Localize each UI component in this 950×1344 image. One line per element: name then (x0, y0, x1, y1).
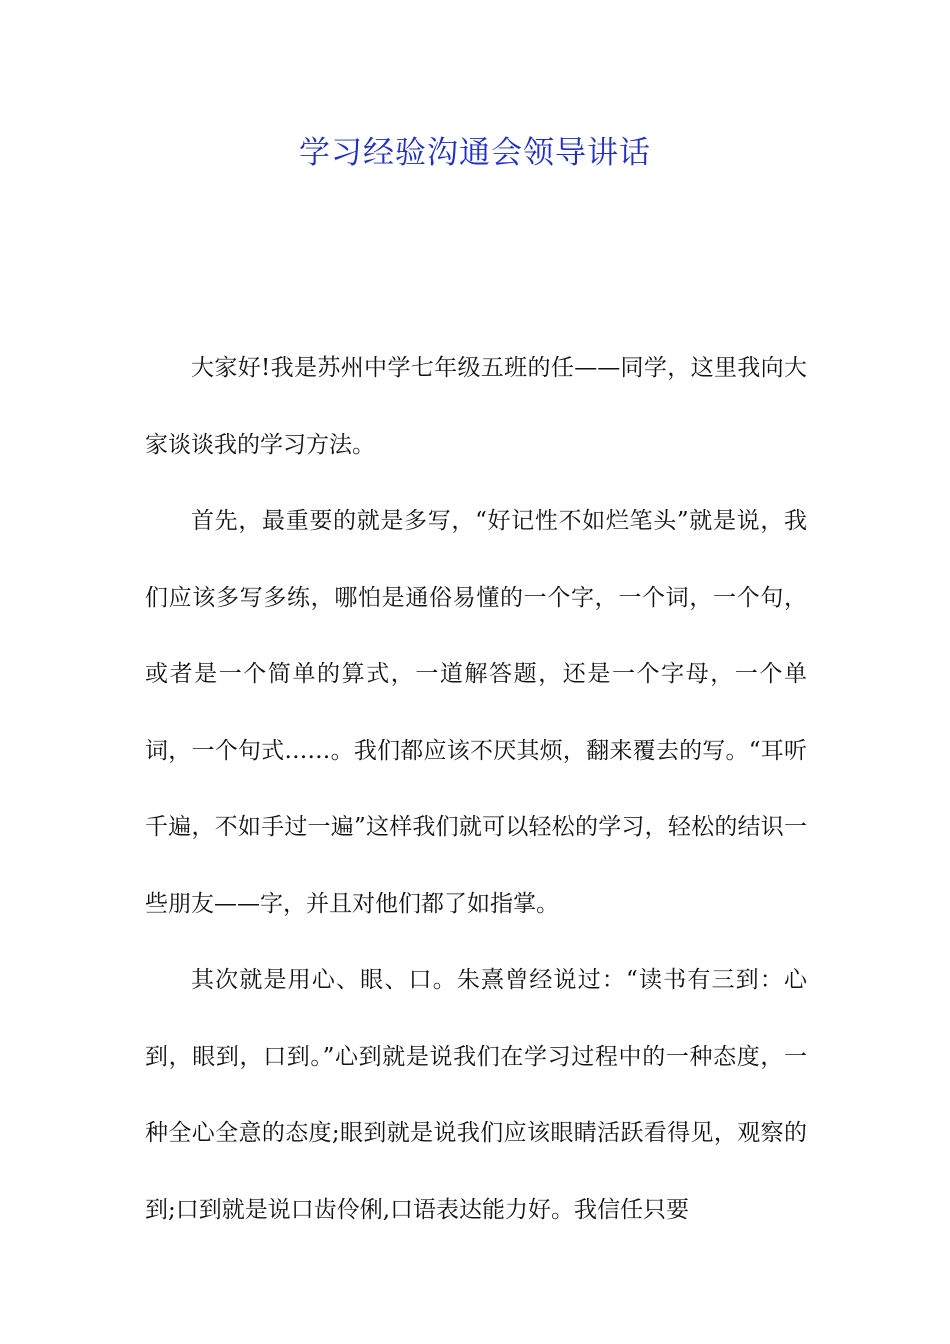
document-title: 学习经验沟通会领导讲话 (299, 135, 651, 171)
document-body (145, 330, 807, 1248)
paragraph-greeting: 大家好!我是苏州中学七年级五班的任——同学，这里我向大家谈谈我的学习方法。 (145, 355, 807, 458)
paragraph-first-method: 首先，最重要的就是多写，“好记性不如烂笔头”就是说，我们应该多写多练，哪怕是通俗易懂的一个字，一个词，一个句，或者是一个简单的算式，一道解答题，还是一个字母，一个单词，一个句式……。我们都应该不厌其烦，翻来覆去的写。“耳听千遍，不如手过一遍”这样我们就可以轻松的学习，轻松的结识一些朋友——字，并且对他们都了如指掌。 (145, 508, 807, 917)
paragraph-second-method: 其次就是用心、眼、口。朱熹曾经说过：“读书有三到：心到，眼到，口到。”心到就是说我们在学习过程中的一种态度，一种全心全意的态度;眼到就是说我们应该眼睛活跃看得见，观察的到;口到就是说口齿伶俐,口语表达能力好。我信任只要 (145, 967, 807, 1223)
